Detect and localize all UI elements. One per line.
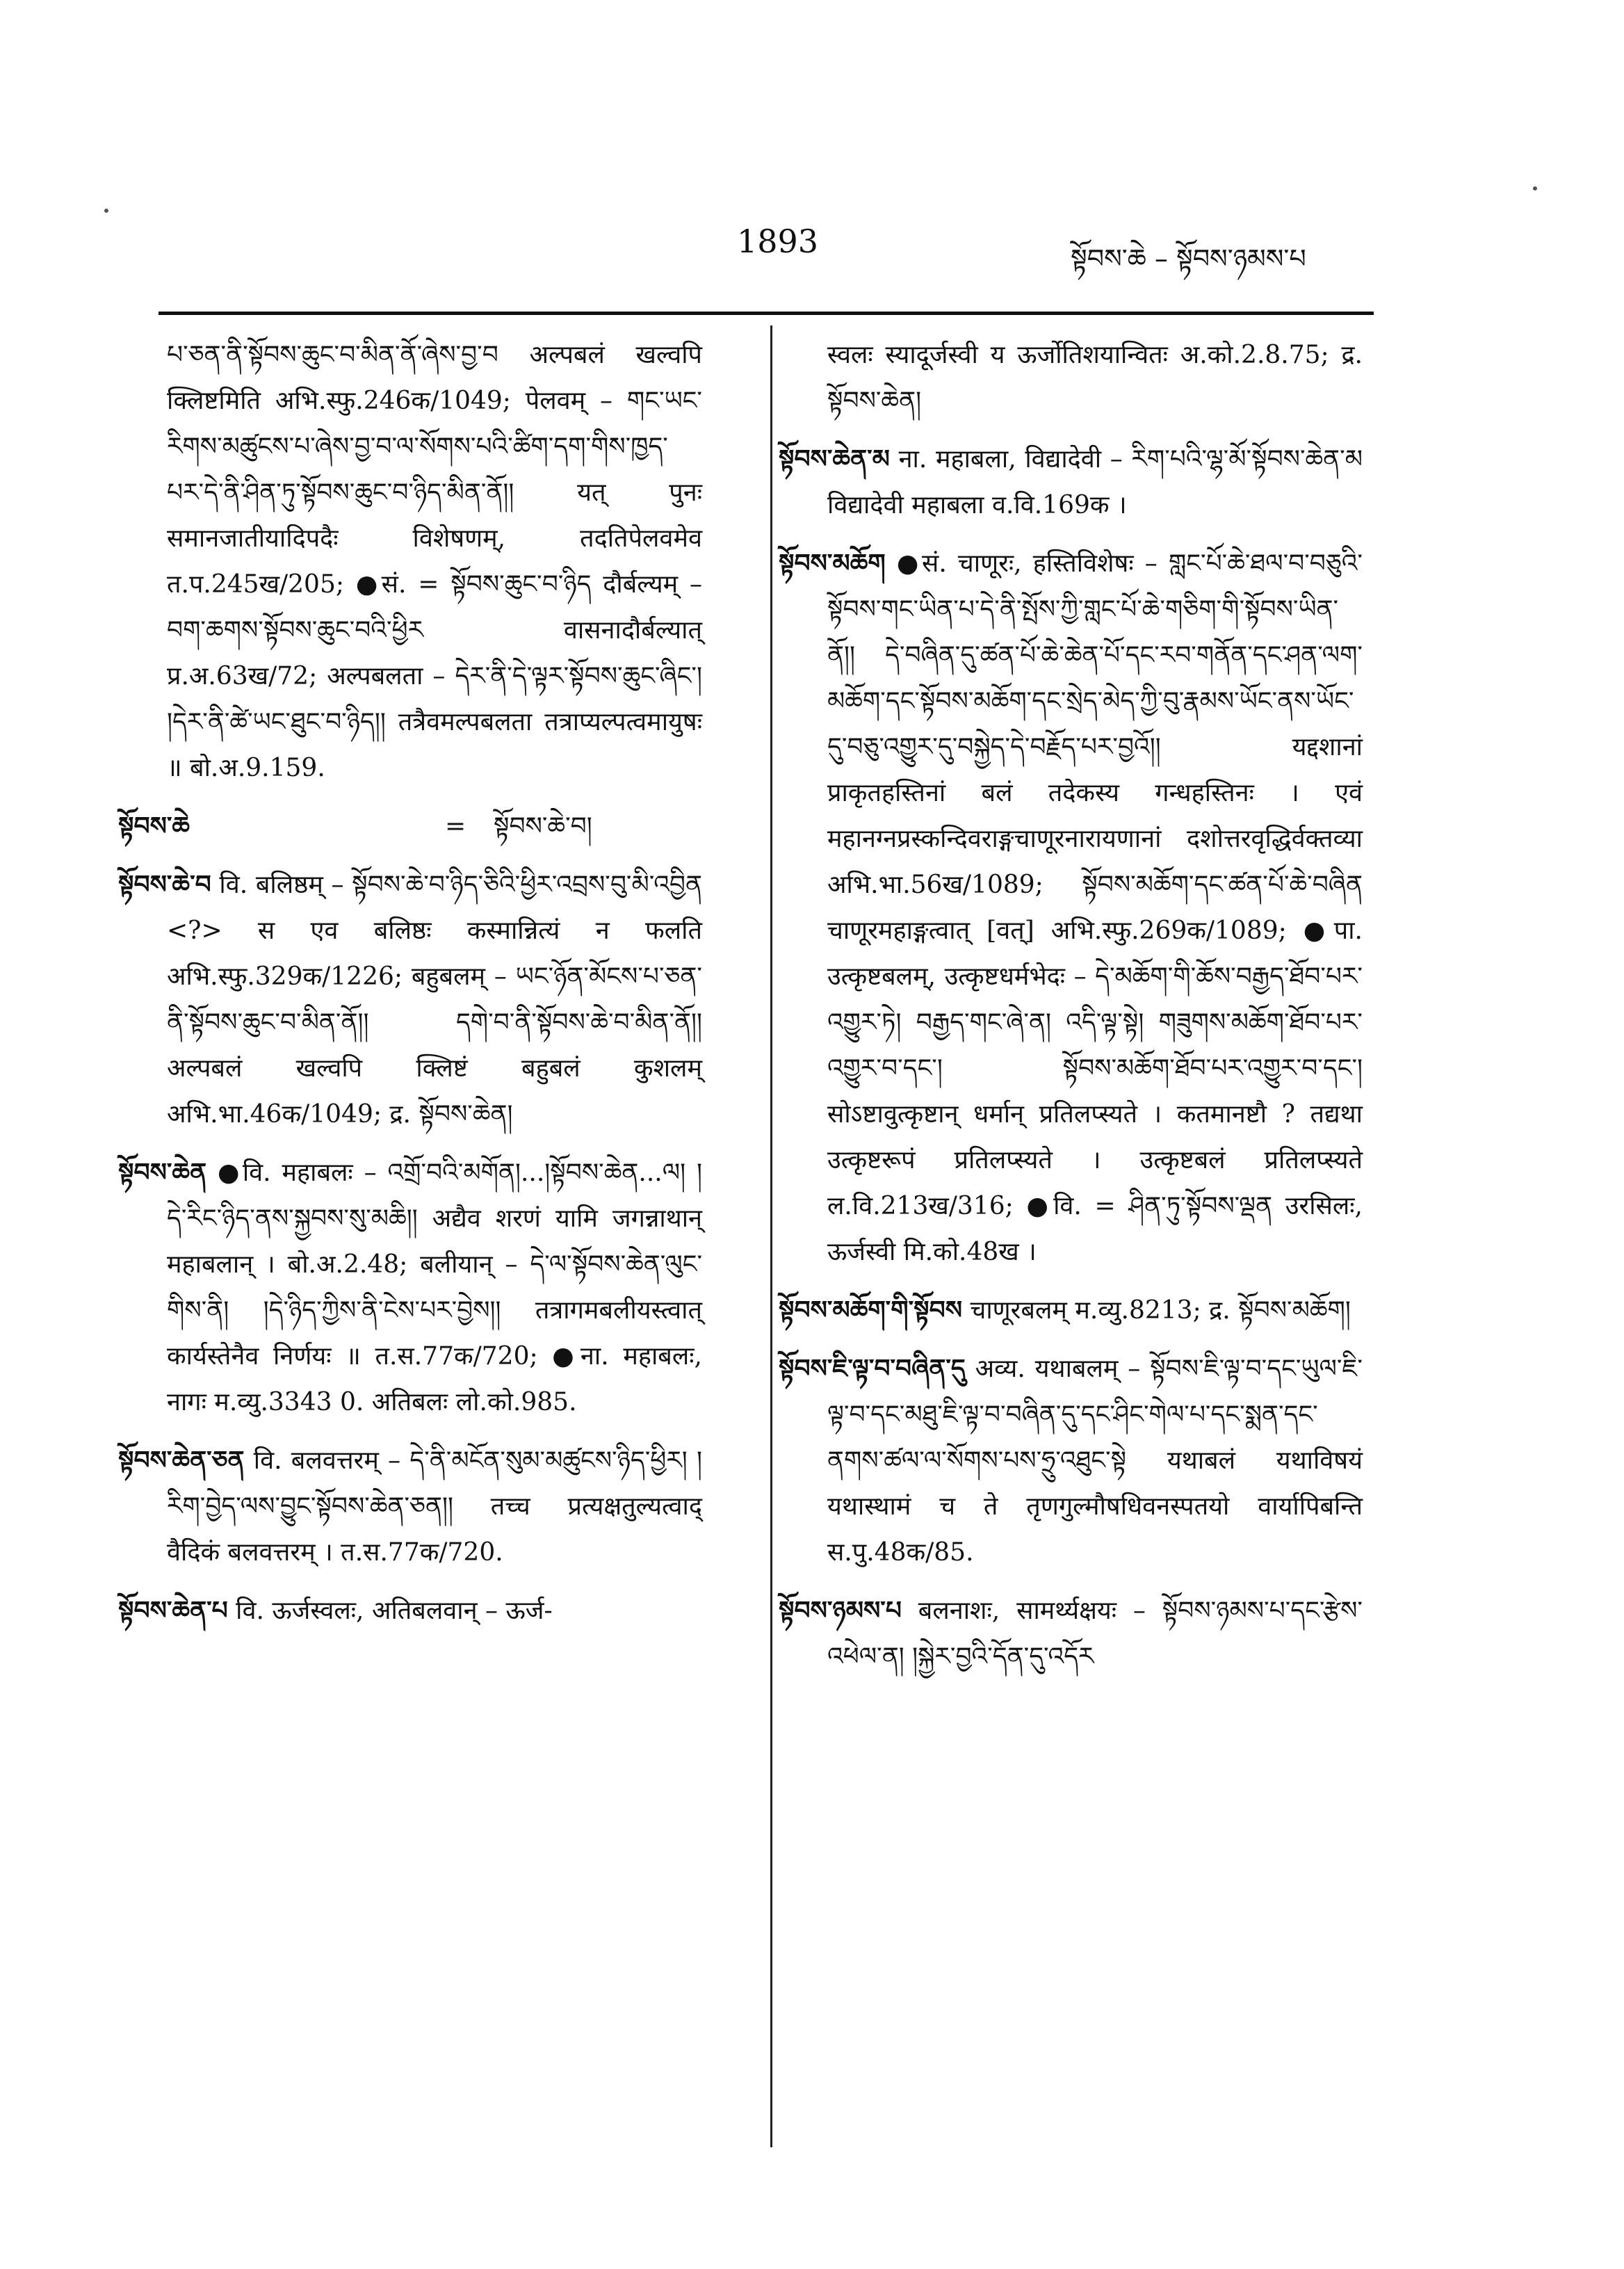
- dictionary-entry: [118, 1588, 702, 1634]
- entry-headword: སྟོབས་ཆེ: [118, 812, 190, 841]
- cross-reference-entry: [118, 804, 702, 850]
- entry-headword: སྟོབས་ཉམས་པ: [779, 1597, 902, 1625]
- entry-text: ●सं. चाणूरः, हस्तिविशेषः – གླང་པོ་ཆེ་ཐལ་བ་བཅུའི་སྟོབས་གང་ཡིན་པ་དེ་ནི་སྤོས་ཀྱི་གླང་པོ་ཆེ་གཅིག་གི་སྟོབས་ཡིན་ནོ།། དེ་བཞིན་དུ་ཚན་པོ་ཆེ་ཆེན་པོ་དང་རབ་གནོན་དང་ཤན་ལག་མཆོག་དང་སྟོབས་མཆོག་དང་སྲེད་མེད་ཀྱི་བུ་རྣམས་ཡོང་ནས་ཡོང་དུ་བཅུ་འགྱུར་དུ་བསྐྱེད་དེ་བརྗོད་པར་བྱའོ།། यद्दशानां प्राकृतहस्तिनां बलं तदेकस्य गन्धहस्तिनः । एवं महानग्नप्रस्कन्दिवराङ्गचाणूरनारायणानां दशोत्तरवृद्धिर्वक्तव्या अभि.भा.56ख/1089; སྟོབས་མཆོག་དང་ཚན་པོ་ཆེ་བཞིན चाणूरमहाङ्गत्वात् [वत्] अभि.स्फु.269क/1089; ●पा. उत्कृष्टबलम्, उत्कृष्टधर्मभेदः – དེ་མཆོག་གི་ཆོས་བརྒྱད་ཐོབ་པར་འགྱུར་ཏེ། བརྒྱད་གང་ཞེ་ན། འདི་ལྟ་སྟེ། གཟུགས་མཆོག་ཐོབ་པར་འགྱུར་བ་དང་། སྟོབས་མཆོག་ཐོབ་པར་འགྱུར་བ་དང་། सोऽष्टावुत्कृष्टान् धर्मान् प्रतिलप्स्यते । कतमानष्टौ ? तद्यथा उत्कृष्टरूपं प्रतिलप्स्यते । उत्कृष्टबलं प्रतिलप्स्यते ल.वि.213ख/316; ●वि. = ཤིན་ཏུ་སྟོབས་ལྡན उरसिलः, ऊर्जस्वी मि.को.48ख ।: [827, 549, 1363, 1266]
- entry-text: चाणूरबलम् म.व्यु.8213; द्र. སྟོབས་མཆོག།: [962, 1296, 1351, 1325]
- entry-headword: སྟོབས་ཆེ་བ: [118, 871, 211, 899]
- header-rule: [159, 312, 1374, 315]
- entry-headword: སྟོབས་ཇི་ལྟ་བ་བཞིན་དུ: [779, 1355, 966, 1383]
- scan-speck: [104, 209, 108, 213]
- dictionary-entry: [118, 1150, 702, 1426]
- dictionary-entry-continued: [779, 332, 1363, 424]
- entry-text: बलनाशः, सामर्थ्यक्षयः – སྟོབས་ཉམས་པ་དང་རྩེས་འཕེལ་ན། །སྐྱེར་བྱའི་དོན་དུ་འདོར: [827, 1597, 1363, 1671]
- page-number: 1893: [737, 223, 819, 260]
- left-column: [118, 332, 702, 1647]
- dictionary-entry: [118, 862, 702, 1138]
- dictionary-entry: [118, 1438, 702, 1576]
- entry-text: वि. बलवत्तरम् – དེ་ནི་མངོན་སུམ་མཚུངས་ཉིད་ཕྱིར། །རིག་བྱེད་ལས་བྱུང་སྟོབས་ཆེན་ཅན།། तच्च प्रत्यक्षतुल्यत्वाद् वैदिकं बलवत्तरम् । त.स.77क/720.: [167, 1446, 702, 1567]
- dictionary-entry: [779, 1588, 1363, 1680]
- dictionary-entry: [779, 541, 1363, 1275]
- scan-speck: [1533, 186, 1537, 191]
- cross-reference-target: སྟོབས་ཆེ་བ།: [494, 812, 592, 841]
- entry-headword: སྟོབས་མཆོག: [779, 549, 886, 578]
- entry-text: वि. ऊर्जस्वलः, अतिबलवान् – ऊर्ज-: [227, 1597, 553, 1625]
- dictionary-entry: [779, 1346, 1363, 1576]
- entry-headword: སྟོབས་ཆེན་པ: [118, 1597, 228, 1625]
- entry-text: ●वि. महाबलः – འགྲོ་བའི་མགོན།...།སྟོབས་ཆེན...ལ། །དེ་རིང་ཉིད་ནས་སྐྱབས་སུ་མཆི།། अद्यैव शरणं यामि जगन्नाथान् महाबलान् । बो.अ.2.48; बलीयान् – དེ་ལ་སྟོབས་ཆེན་ལུང་གིས་ནི། །དེ་ཉིད་ཀྱིས་ནི་ངེས་པར་བྱེས།། तत्रागमबलीयस्त्वात् कार्यस्तेनैव निर्णयः ॥ त.स.77क/720; ●ना. महाबलः, नागः म.व्यु.3343 0. अतिबलः लो.को.985.: [167, 1158, 702, 1416]
- right-column: [779, 332, 1363, 1693]
- entry-text: वि. बलिष्ठम् – སྟོབས་ཆེ་བ་ཉིད་ཅིའི་ཕྱིར་འབྲས་བུ་མི་འབྱིན <?> स एव बलिष्ठः कस्मान्नित्यं न फलति अभि.स्फु.329क/1226; बहुबलम् – ཡང་ཉོན་མོངས་པ་ཅན་ནི་སྟོབས་ཆུང་བ་མིན་ནོ།། དགེ་བ་ནི་སྟོབས་ཆེ་བ་མིན་ནོ།། अल्पबलं खल्वपि क्लिष्टं बहुबलं कुशलम् अभि.भा.46क/1049; द्र. སྟོབས་ཆེན།: [167, 871, 702, 1129]
- entry-headword: སྟོབས་ཆེན་མ: [779, 445, 890, 474]
- column-divider: [770, 325, 772, 2147]
- entry-text: स्वलः स्यादूर्जस्वी य ऊर्जोतिशयान्वितः अ.को.2.8.75; द्र. སྟོབས་ཆེན།: [827, 341, 1363, 415]
- entry-headword: སྟོབས་ཆེན་ཅན: [118, 1446, 245, 1475]
- dictionary-entry-continued: [118, 332, 702, 791]
- equals-sign: =: [445, 812, 466, 841]
- entry-headword: སྟོབས་ཆེན: [118, 1158, 207, 1187]
- entry-text: अव्य. यथाबलम् – སྟོབས་ཇི་ལྟ་བ་དང་ཡུལ་ཇི་ལྟ་བ་དང་མཐུ་ཇི་ལྟ་བ་བཞིན་དུ་དང་ཤིང་གེལ་པ་དང་སྨན་དང་ནགས་ཚལ་ལ་སོགས་པས་ཧྲུ་འཐུང་སྟེ यथाबलं यथाविषयं यथास्थामं च ते तृणगुल्मौषधिवनस्पतयो वार्यापिबन्ति स.पु.48क/85.: [827, 1355, 1363, 1567]
- entry-text: ना. महाबला, विद्यादेवी – རིག་པའི་ལྷ་མོ་སྟོབས་ཆེན་མ विद्यादेवी महाबला व.वि.169क ।: [827, 445, 1363, 519]
- running-head: སྟོབས་ཆེ – སྟོབས་ཉམས་པ: [1071, 243, 1306, 274]
- dictionary-entry: [779, 1288, 1363, 1334]
- entry-text: པ་ཅན་ནི་སྟོབས་ཆུང་བ་མིན་ནོ་ཞེས་བྱ་བ अल्पबलं खल्वपि क्लिष्टमिति अभि.स्फु.246क/1049; पेलवम् – གང་ཡང་རིགས་མཚུངས་པ་ཞེས་བྱ་བ་ལ་སོགས་པའི་ཚིག་དག་གིས་ཁྱད་པར་དེ་ནི་ཤིན་ཏུ་སྟོབས་ཆུང་བ་ཉིད་མིན་ནོ།། यत् पुनः समानजातीयादिपदैः विशेषणम्, तदतिपेलवमेव त.प.245ख/205; ●सं. = སྟོབས་ཆུང་བ་ཉིད दौर्बल्यम् – བག་ཆགས་སྟོབས་ཆུང་བའི་ཕྱིར वासनादौर्बल्यात् प्र.अ.63ख/72; अल्पबलता – དེར་ནི་དེ་ལྟར་སྟོབས་ཆུང་ཞིང་། །དེར་ནི་ཚེ་ཡང་ཐུང་བ་ཉིད།། तत्रैवमल्पबलता तत्राप्यल्पत्वमायुषः ॥ बो.अ.9.159.: [167, 341, 702, 782]
- entry-headword: སྟོབས་མཆོག་གི་སྟོབས: [779, 1296, 963, 1325]
- dictionary-entry: [779, 437, 1363, 528]
